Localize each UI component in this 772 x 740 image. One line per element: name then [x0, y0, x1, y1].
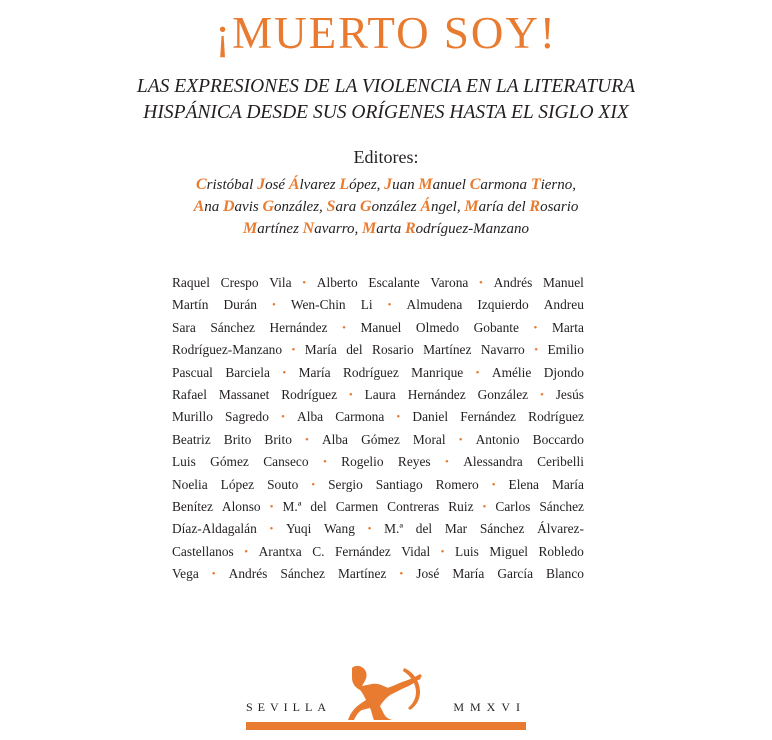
contributor-word: Fernández: [334, 543, 391, 559]
contributors-line: [172, 563, 584, 585]
contributor-word: Rogelio: [341, 454, 384, 470]
contributor-word: Rodríguez-Manzano: [172, 342, 283, 358]
contributor-word: Contreras: [387, 498, 440, 514]
contributor-word: Boccardo: [532, 431, 584, 447]
separator-dot: •: [269, 500, 274, 513]
separator-dot: •: [281, 411, 285, 424]
separator-dot: •: [399, 568, 404, 581]
contributor-word: Luis: [455, 543, 479, 559]
contributor-word: Laura: [364, 386, 396, 402]
contributor-word: Sánchez: [539, 498, 584, 514]
contributor-word: Raquel: [172, 275, 210, 290]
separator-dot: •: [342, 321, 346, 334]
separator-dot: •: [458, 433, 463, 446]
contributor-word: Rodríguez: [342, 364, 399, 380]
separator-dot: •: [305, 433, 309, 446]
contributor-word: Souto: [267, 476, 299, 492]
contributors-line: [172, 362, 584, 384]
contributor-word: María: [551, 476, 584, 492]
contributor-word: Gobante: [473, 319, 519, 335]
contributor-word: Alberto: [316, 275, 358, 290]
separator-dot: •: [534, 344, 539, 357]
contributor-word: Antonio: [475, 431, 520, 447]
contributors-list: [172, 272, 584, 585]
contributors-line: [172, 518, 584, 540]
contributors-line: [172, 429, 584, 451]
contributor-word: Castellanos: [172, 543, 234, 559]
contributor-word: Blanco: [546, 566, 584, 582]
contributor-word: Sara: [172, 319, 196, 335]
separator-dot: •: [244, 545, 249, 558]
contributor-word: del: [415, 521, 433, 537]
publication-place: SEVILLA: [246, 700, 331, 714]
contributor-word: del: [310, 498, 327, 514]
separator-dot: •: [475, 366, 480, 379]
contributor-word: Wang: [323, 521, 355, 537]
editors-list: [120, 174, 652, 240]
contributor-word: Vila: [269, 275, 292, 290]
contributors-line: [172, 294, 584, 316]
contributor-word: Carmona: [335, 409, 385, 425]
contributor-word: Olmedo: [415, 319, 460, 335]
contributor-word: Álvarez-: [537, 521, 584, 537]
contributor-word: C.: [312, 543, 325, 559]
contributor-word: Varona: [430, 275, 469, 290]
subtitle-line: LAS EXPRESIONES DE LA VIOLENCIA EN LA LITERATURA: [136, 76, 636, 97]
separator-dot: •: [272, 299, 276, 312]
contributor-word: Massanet: [218, 386, 270, 402]
contributor-word: del: [346, 342, 363, 358]
contributor-word: Gómez: [210, 454, 249, 470]
contributors-line: [172, 541, 584, 563]
contributor-word: Alba: [321, 431, 348, 447]
book-title: ¡MUERTO SOY!: [215, 8, 557, 58]
contributor-word: Carlos: [495, 498, 531, 514]
contributor-word: Ceribelli: [537, 454, 584, 470]
book-subtitle: [40, 74, 732, 126]
publisher-footer: [246, 662, 526, 732]
contributor-word: Noelia: [172, 476, 208, 492]
subtitle-line: HISPÁNICA DESDE SUS ORÍGENES HASTA EL SIGLO XIX: [143, 102, 629, 123]
contributor-word: Alonso: [221, 498, 261, 514]
separator-dot: •: [396, 411, 401, 424]
contributor-word: Djondo: [543, 364, 584, 380]
contributor-word: Andrés: [228, 566, 268, 582]
contributor-word: Reyes: [397, 454, 431, 470]
contributor-word: Daniel: [412, 409, 449, 425]
contributor-word: Manuel: [543, 275, 584, 290]
separator-dot: •: [322, 456, 327, 469]
contributor-word: Alessandra: [463, 454, 523, 470]
contributor-word: Murillo: [172, 409, 213, 425]
contributor-word: Sagredo: [225, 409, 269, 425]
separator-dot: •: [348, 388, 353, 401]
contributor-word: García: [497, 566, 534, 582]
contributor-word: Carmen: [335, 498, 379, 514]
contributor-word: Luis: [172, 454, 196, 470]
contributor-word: Ruiz: [448, 498, 474, 514]
separator-dot: •: [533, 321, 538, 334]
contributor-word: Jesús: [555, 386, 584, 402]
contributor-word: Elena: [508, 476, 539, 492]
contributor-word: Martín: [172, 297, 209, 313]
contributors-line: [172, 384, 584, 406]
editors-line: Martínez Navarro, Marta Rodríguez-Manzano: [243, 220, 529, 237]
separator-dot: •: [211, 568, 216, 581]
contributors-line: [172, 406, 584, 428]
contributors-line: [172, 272, 584, 294]
contributor-word: Izquierdo: [477, 297, 529, 313]
contributor-word: M.ª: [384, 521, 404, 537]
contributor-word: Santiago: [375, 476, 423, 492]
contributor-word: Andrés: [493, 275, 533, 290]
contributor-word: Sánchez: [280, 566, 325, 582]
contributor-word: Rodríguez: [528, 409, 584, 425]
contributor-word: Sergio: [328, 476, 363, 492]
contributor-word: Rosario: [372, 342, 414, 358]
editors-line: Ana Davis González, Sara González Ángel, María del Rosario: [193, 198, 579, 215]
editors-label: Editores:: [353, 147, 419, 167]
contributor-word: Gómez: [361, 431, 400, 447]
contributor-word: Martínez: [338, 566, 387, 582]
contributor-word: Barciela: [225, 364, 270, 380]
contributor-word: Vidal: [401, 543, 431, 559]
separator-dot: •: [491, 478, 496, 491]
contributor-word: Marta: [551, 319, 584, 335]
separator-dot: •: [269, 523, 274, 536]
separator-dot: •: [302, 277, 307, 289]
contributor-word: Canseco: [263, 454, 309, 470]
contributor-word: Benítez: [172, 498, 213, 514]
contributor-word: Alba: [297, 409, 324, 425]
contributor-word: Andreu: [543, 297, 584, 313]
contributors-line: [172, 496, 584, 518]
contributor-word: Manuel: [360, 319, 402, 335]
contributor-word: Mar: [444, 521, 468, 537]
contributor-word: Moral: [412, 431, 446, 447]
contributors-line: [172, 474, 584, 496]
contributor-word: Pascual: [172, 364, 213, 380]
contributor-word: María: [304, 342, 337, 358]
contributors-line: [172, 451, 584, 473]
contributor-word: Yuqi: [286, 521, 312, 537]
separator-dot: •: [440, 545, 445, 558]
contributor-word: Sánchez: [210, 319, 255, 335]
contributor-word: María: [298, 364, 331, 380]
contributor-word: Martínez: [423, 342, 472, 358]
contributor-word: Amélie: [491, 364, 532, 380]
contributor-word: Crespo: [220, 275, 259, 290]
contributor-word: Beatriz: [172, 431, 211, 447]
separator-dot: •: [387, 299, 392, 312]
contributor-word: M.ª: [282, 498, 302, 514]
footer-rule: [246, 722, 526, 730]
contributor-word: Miguel: [489, 543, 528, 559]
contributor-word: Brito: [264, 431, 292, 447]
separator-dot: •: [367, 523, 372, 536]
contributor-word: Rodríguez: [281, 386, 338, 402]
contributor-word: Hernández: [407, 386, 466, 402]
contributor-word: Fernández: [460, 409, 517, 425]
contributor-word: Arantxa: [258, 543, 302, 559]
contributor-word: Almudena: [406, 297, 463, 313]
contributor-word: Brito: [223, 431, 252, 447]
contributor-word: Escalante: [368, 275, 420, 290]
contributor-word: Durán: [223, 297, 257, 313]
separator-dot: •: [282, 366, 287, 379]
contributor-word: Díaz-Aldagalán: [172, 521, 257, 537]
archer-icon: [344, 662, 428, 722]
contributor-word: González: [477, 386, 529, 402]
editors-line: Cristóbal José Álvarez López, Juan Manuel Carmona Tierno,: [195, 176, 577, 193]
contributor-word: Manrique: [411, 364, 464, 380]
separator-dot: •: [445, 456, 449, 469]
contributor-word: Navarro: [480, 342, 525, 358]
contributor-word: María: [452, 566, 485, 582]
contributor-word: Vega: [172, 566, 199, 582]
contributor-word: Wen-Chin: [290, 297, 346, 313]
contributors-line: [172, 317, 584, 339]
separator-dot: •: [539, 388, 544, 401]
contributor-word: Romero: [435, 476, 479, 492]
separator-dot: •: [479, 277, 483, 289]
contributor-word: Robledo: [538, 543, 584, 559]
separator-dot: •: [291, 344, 296, 357]
contributor-word: Li: [360, 297, 373, 313]
contributor-word: Emilio: [547, 342, 584, 358]
publication-year: MMXVI: [453, 700, 526, 714]
contributors-line: [172, 339, 584, 361]
contributor-word: Hernández: [269, 319, 328, 335]
contributor-word: López: [220, 476, 255, 492]
contributor-word: Sánchez: [479, 521, 525, 537]
separator-dot: •: [311, 478, 316, 491]
separator-dot: •: [482, 500, 487, 513]
contributor-word: José: [416, 566, 440, 582]
contributor-word: Rafael: [172, 386, 207, 402]
